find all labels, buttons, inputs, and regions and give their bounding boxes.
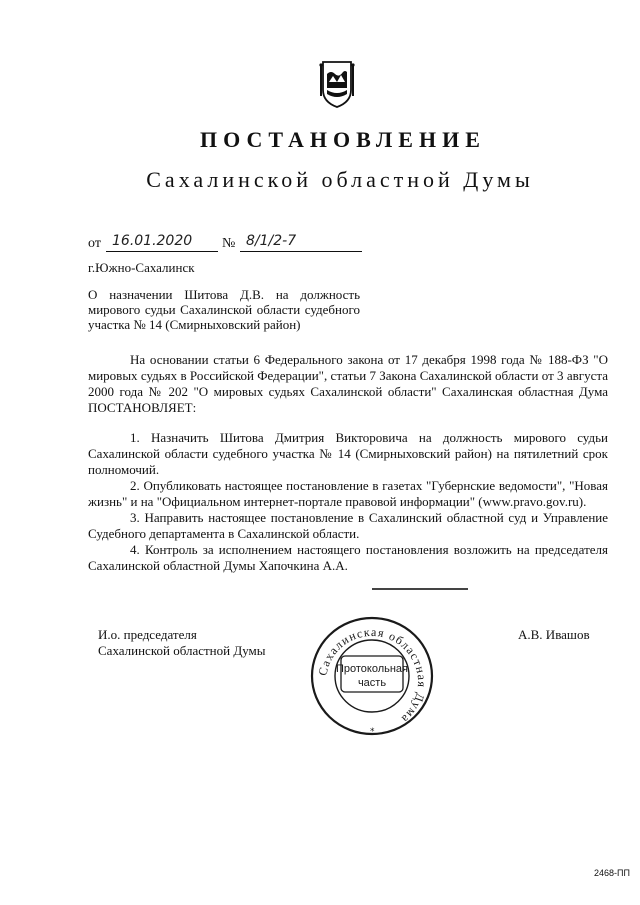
resolution-item: 4. Контроль за исполнением настоящего постановления возложить на председателя Сахалинской областной Думы Хапочкина А.А. — [88, 542, 608, 573]
subject-block — [88, 287, 360, 332]
subject-line: мирового судьи Сахалинской области судебного — [88, 302, 360, 317]
stamp-star: * — [370, 727, 375, 737]
number-sign: № — [222, 236, 236, 251]
stamp-center-line: Протокольная — [335, 663, 409, 675]
stamp-ring-text: Сахалинская областная Дума — [315, 624, 430, 727]
resolution-item: 3. Направить настоящее постановление в Сахалинский областной суд и Управление Судебного департамента в Сахалинской области. — [88, 510, 608, 541]
document-title: ПОСТАНОВЛЕНИЕ — [200, 127, 486, 152]
signatory-position-line: Сахалинской областной Думы — [98, 643, 266, 658]
paragraph-gap — [88, 416, 608, 430]
signatory-position — [98, 627, 266, 659]
city-line: г.Южно-Сахалинск — [88, 260, 195, 275]
handwritten-number: 8/1/2-7 — [240, 233, 362, 252]
signatory-position-line: И.о. председателя — [98, 627, 197, 642]
resolution-item: 2. Опубликовать настоящее постановление в газетах "Губернские ведомости", "Новая жизнь" и на "Официальном интернет-портале правовой информации" (www.pravo.gov.ru). — [88, 478, 608, 509]
stamp-center-line: часть — [357, 677, 387, 689]
signatory-name: А.В. Ивашов — [518, 627, 590, 642]
document-issuer: Сахалинской областной Думы — [146, 167, 534, 192]
preamble-paragraph: На основании статьи 6 Федерального закона от 17 декабря 1998 года № 188-ФЗ "О мировых судьях в Российской Федерации", статьи 7 Закона Сахалинской области от 3 августа 2000 года № 202 "О мировых судьях Сахалинской области" Сахалинская областная Дума ПОСТАНОВЛЯЕТ: — [88, 352, 608, 415]
official-stamp — [304, 610, 440, 740]
document-body — [88, 352, 608, 574]
handwritten-date: 16.01.2020 — [106, 233, 218, 252]
subject-line: О назначении Шитова Д.В. на должность — [88, 287, 360, 302]
coat-of-arms-icon — [319, 60, 355, 108]
date-prefix: от — [88, 236, 101, 251]
resolution-item: 1. Назначить Шитова Дмитрия Викторовича на должность мирового судьи Сахалинской области судебного участка № 14 (Смирныховский район) на пятилетний срок полномочий. — [88, 430, 608, 477]
document-code: 2468-ПП — [594, 868, 630, 878]
subject-line: участка № 14 (Смирныховский район) — [88, 317, 301, 332]
signature-stroke — [372, 588, 468, 590]
